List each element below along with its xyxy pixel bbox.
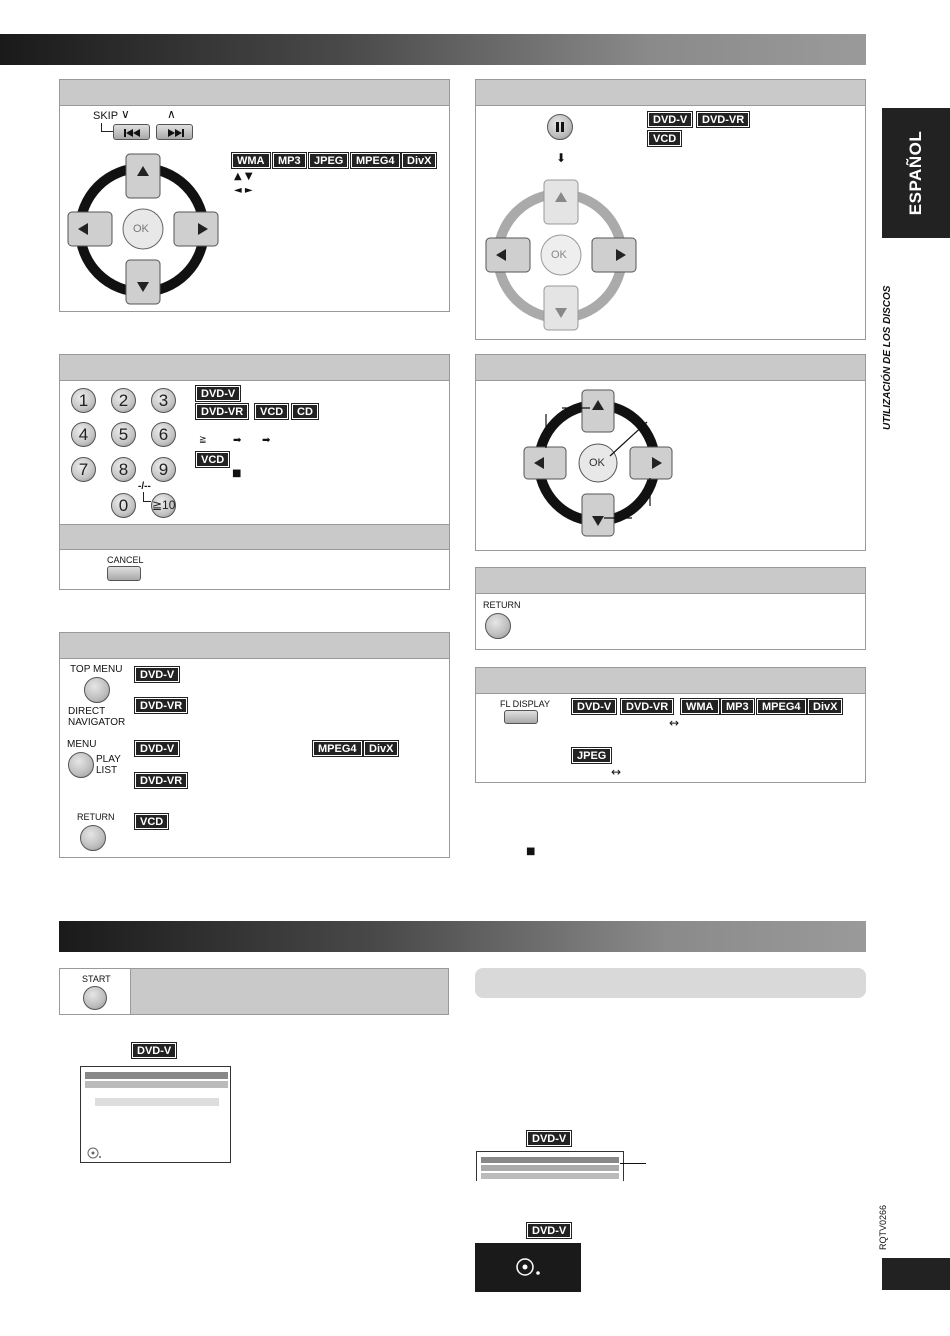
skip-next-symbol: ∧ xyxy=(167,107,176,121)
format-badge: VCD xyxy=(135,814,168,829)
skip-next-icon xyxy=(157,125,194,141)
dpad-down-button[interactable] xyxy=(582,494,614,536)
arrow-right-icon: ➡ xyxy=(262,435,271,446)
number-key-9[interactable]: 9 xyxy=(151,457,176,482)
top-menu-button[interactable] xyxy=(84,677,110,703)
format-badge: DivX xyxy=(808,699,842,714)
section-side-label: UTILIZACIÓN DE LOS DISCOS xyxy=(882,285,893,430)
screen-mock-dark xyxy=(475,1243,581,1292)
callout-line xyxy=(620,1163,646,1164)
dpad-up-button[interactable] xyxy=(582,390,614,432)
format-badge: DVD-V xyxy=(132,1043,176,1058)
pause-down-arrow: ⬇ xyxy=(556,151,567,165)
format-badge: DVD-V xyxy=(648,112,692,127)
format-badge: DVD-VR xyxy=(196,404,248,419)
dpad-ok-label: OK xyxy=(589,457,605,469)
screen-row-selected xyxy=(85,1072,228,1079)
format-badge: MPEG4 xyxy=(351,153,400,168)
format-badge: DVD-VR xyxy=(621,699,673,714)
return-label: RETURN xyxy=(77,812,115,822)
skip-bracket-line xyxy=(101,123,113,132)
format-badge: MPEG4 xyxy=(313,741,362,756)
arrow-right-icon: ➡ xyxy=(233,435,242,446)
format-badge: WMA xyxy=(681,699,719,714)
pause-button[interactable] xyxy=(547,114,573,140)
pause-icon xyxy=(548,115,572,139)
return-button[interactable] xyxy=(485,613,511,639)
stop-icon: ■ xyxy=(526,846,536,857)
swap-arrow-icon: ↔ xyxy=(611,765,622,779)
cancel-label: CANCEL xyxy=(107,555,144,565)
return-label: RETURN xyxy=(483,600,521,610)
screen-row-selected xyxy=(481,1157,619,1163)
cancel-button[interactable] xyxy=(107,566,141,581)
fl-display-panel-header xyxy=(476,668,865,694)
number-key-1[interactable]: 1 xyxy=(71,388,96,413)
swap-arrow-icon: ↔ xyxy=(669,716,680,730)
number-key-4[interactable]: 4 xyxy=(71,422,96,447)
format-badge: DivX xyxy=(364,741,398,756)
format-badge: DVD-VR xyxy=(697,112,749,127)
format-badge: VCD xyxy=(648,131,681,146)
number-key-7[interactable]: 7 xyxy=(71,457,96,482)
start-button[interactable] xyxy=(83,986,107,1010)
format-badge: MP3 xyxy=(273,153,306,168)
format-badge: VCD xyxy=(196,452,229,467)
numeric-panel-header xyxy=(60,355,449,381)
second-section-header-bar xyxy=(59,921,866,952)
dpad-left-button[interactable] xyxy=(68,212,112,246)
skip-prev-button[interactable] xyxy=(113,124,150,140)
return-panel-header xyxy=(476,568,865,594)
skip-prev-icon xyxy=(114,125,151,141)
screen-row xyxy=(481,1165,619,1171)
dpad-ok-label: OK xyxy=(551,249,567,261)
number-key-3[interactable]: 3 xyxy=(151,388,176,413)
disc-icon xyxy=(513,1257,543,1277)
stop-icon: ■ xyxy=(232,468,242,479)
fl-display-button[interactable] xyxy=(504,710,538,724)
format-badge: DVD-V xyxy=(527,1223,571,1238)
dpad-left-button[interactable] xyxy=(486,238,530,272)
format-badge: DVD-VR xyxy=(135,773,187,788)
top-menu-label: TOP MENU xyxy=(70,664,123,675)
format-badge: JPEG xyxy=(309,153,348,168)
format-badge: DVD-V xyxy=(135,667,179,682)
screen-row xyxy=(85,1081,228,1088)
direct-navigator-label: DIRECT NAVIGATOR xyxy=(68,706,126,728)
format-badge: CD xyxy=(292,404,318,419)
number-key-10plus[interactable]: ≧10 xyxy=(151,493,176,518)
dpad-right-button[interactable] xyxy=(174,212,218,246)
format-badge: JPEG xyxy=(572,748,611,763)
updown-arrows: ▲ ▼ xyxy=(234,171,253,182)
dpad-right-button[interactable] xyxy=(630,447,672,479)
pause-panel-header xyxy=(476,80,865,106)
skip-prev-symbol: ∨ xyxy=(121,107,130,121)
dpad-left-button[interactable] xyxy=(524,447,566,479)
skip-label: SKIP xyxy=(93,110,119,122)
cancel-subheader xyxy=(60,524,449,550)
format-badge: DVD-VR xyxy=(135,698,187,713)
page-number-block xyxy=(882,1258,950,1290)
return-panel xyxy=(475,567,866,650)
navigation-panel-header xyxy=(476,355,865,381)
number-key-0[interactable]: 0 xyxy=(111,493,136,518)
number-key-8[interactable]: 8 xyxy=(111,457,136,482)
dpad-right-button[interactable] xyxy=(592,238,636,272)
leftright-arrows: ◄ ► xyxy=(234,185,253,196)
menu-play-list-button[interactable] xyxy=(68,752,94,778)
start-panel xyxy=(59,968,449,1015)
doc-code-label: RQTV0266 xyxy=(878,1204,888,1250)
info-rounded-bar xyxy=(475,968,866,998)
play-list-label: PLAY LIST xyxy=(96,754,121,776)
dpad-ok-label: OK xyxy=(133,223,149,235)
fl-display-label: FL DISPLAY xyxy=(500,699,551,709)
skip-panel-header xyxy=(60,80,449,106)
format-badge: VCD xyxy=(255,404,288,419)
screen-row xyxy=(481,1173,619,1179)
number-key-5[interactable]: 5 xyxy=(111,422,136,447)
format-badge: DVD-V xyxy=(527,1131,571,1146)
screen-row xyxy=(95,1098,219,1106)
dash-label: -/-- xyxy=(138,481,151,492)
format-badge: WMA xyxy=(232,153,270,168)
number-key-6[interactable]: 6 xyxy=(151,422,176,447)
format-badge: DivX xyxy=(402,153,436,168)
screen-mock-strip xyxy=(476,1151,624,1181)
language-tab xyxy=(882,108,950,238)
screen-mock-start xyxy=(80,1066,231,1163)
return-button[interactable] xyxy=(80,825,106,851)
skip-next-button[interactable] xyxy=(156,124,193,140)
dash-bracket xyxy=(143,492,151,502)
ge-symbol: ≧ xyxy=(199,435,207,445)
menu-panel-header xyxy=(60,633,449,659)
disc-icon xyxy=(87,1147,103,1159)
menu-label: MENU xyxy=(67,739,97,750)
format-badge: DVD-V xyxy=(572,699,616,714)
number-key-2[interactable]: 2 xyxy=(111,388,136,413)
top-section-header-bar xyxy=(0,34,866,65)
format-badge: MP3 xyxy=(721,699,754,714)
start-label: START xyxy=(82,974,111,984)
format-badge: DVD-V xyxy=(196,386,240,401)
format-badge: MPEG4 xyxy=(757,699,806,714)
format-badge: DVD-V xyxy=(135,741,179,756)
language-tab-label: ESPAÑOL xyxy=(906,130,925,216)
